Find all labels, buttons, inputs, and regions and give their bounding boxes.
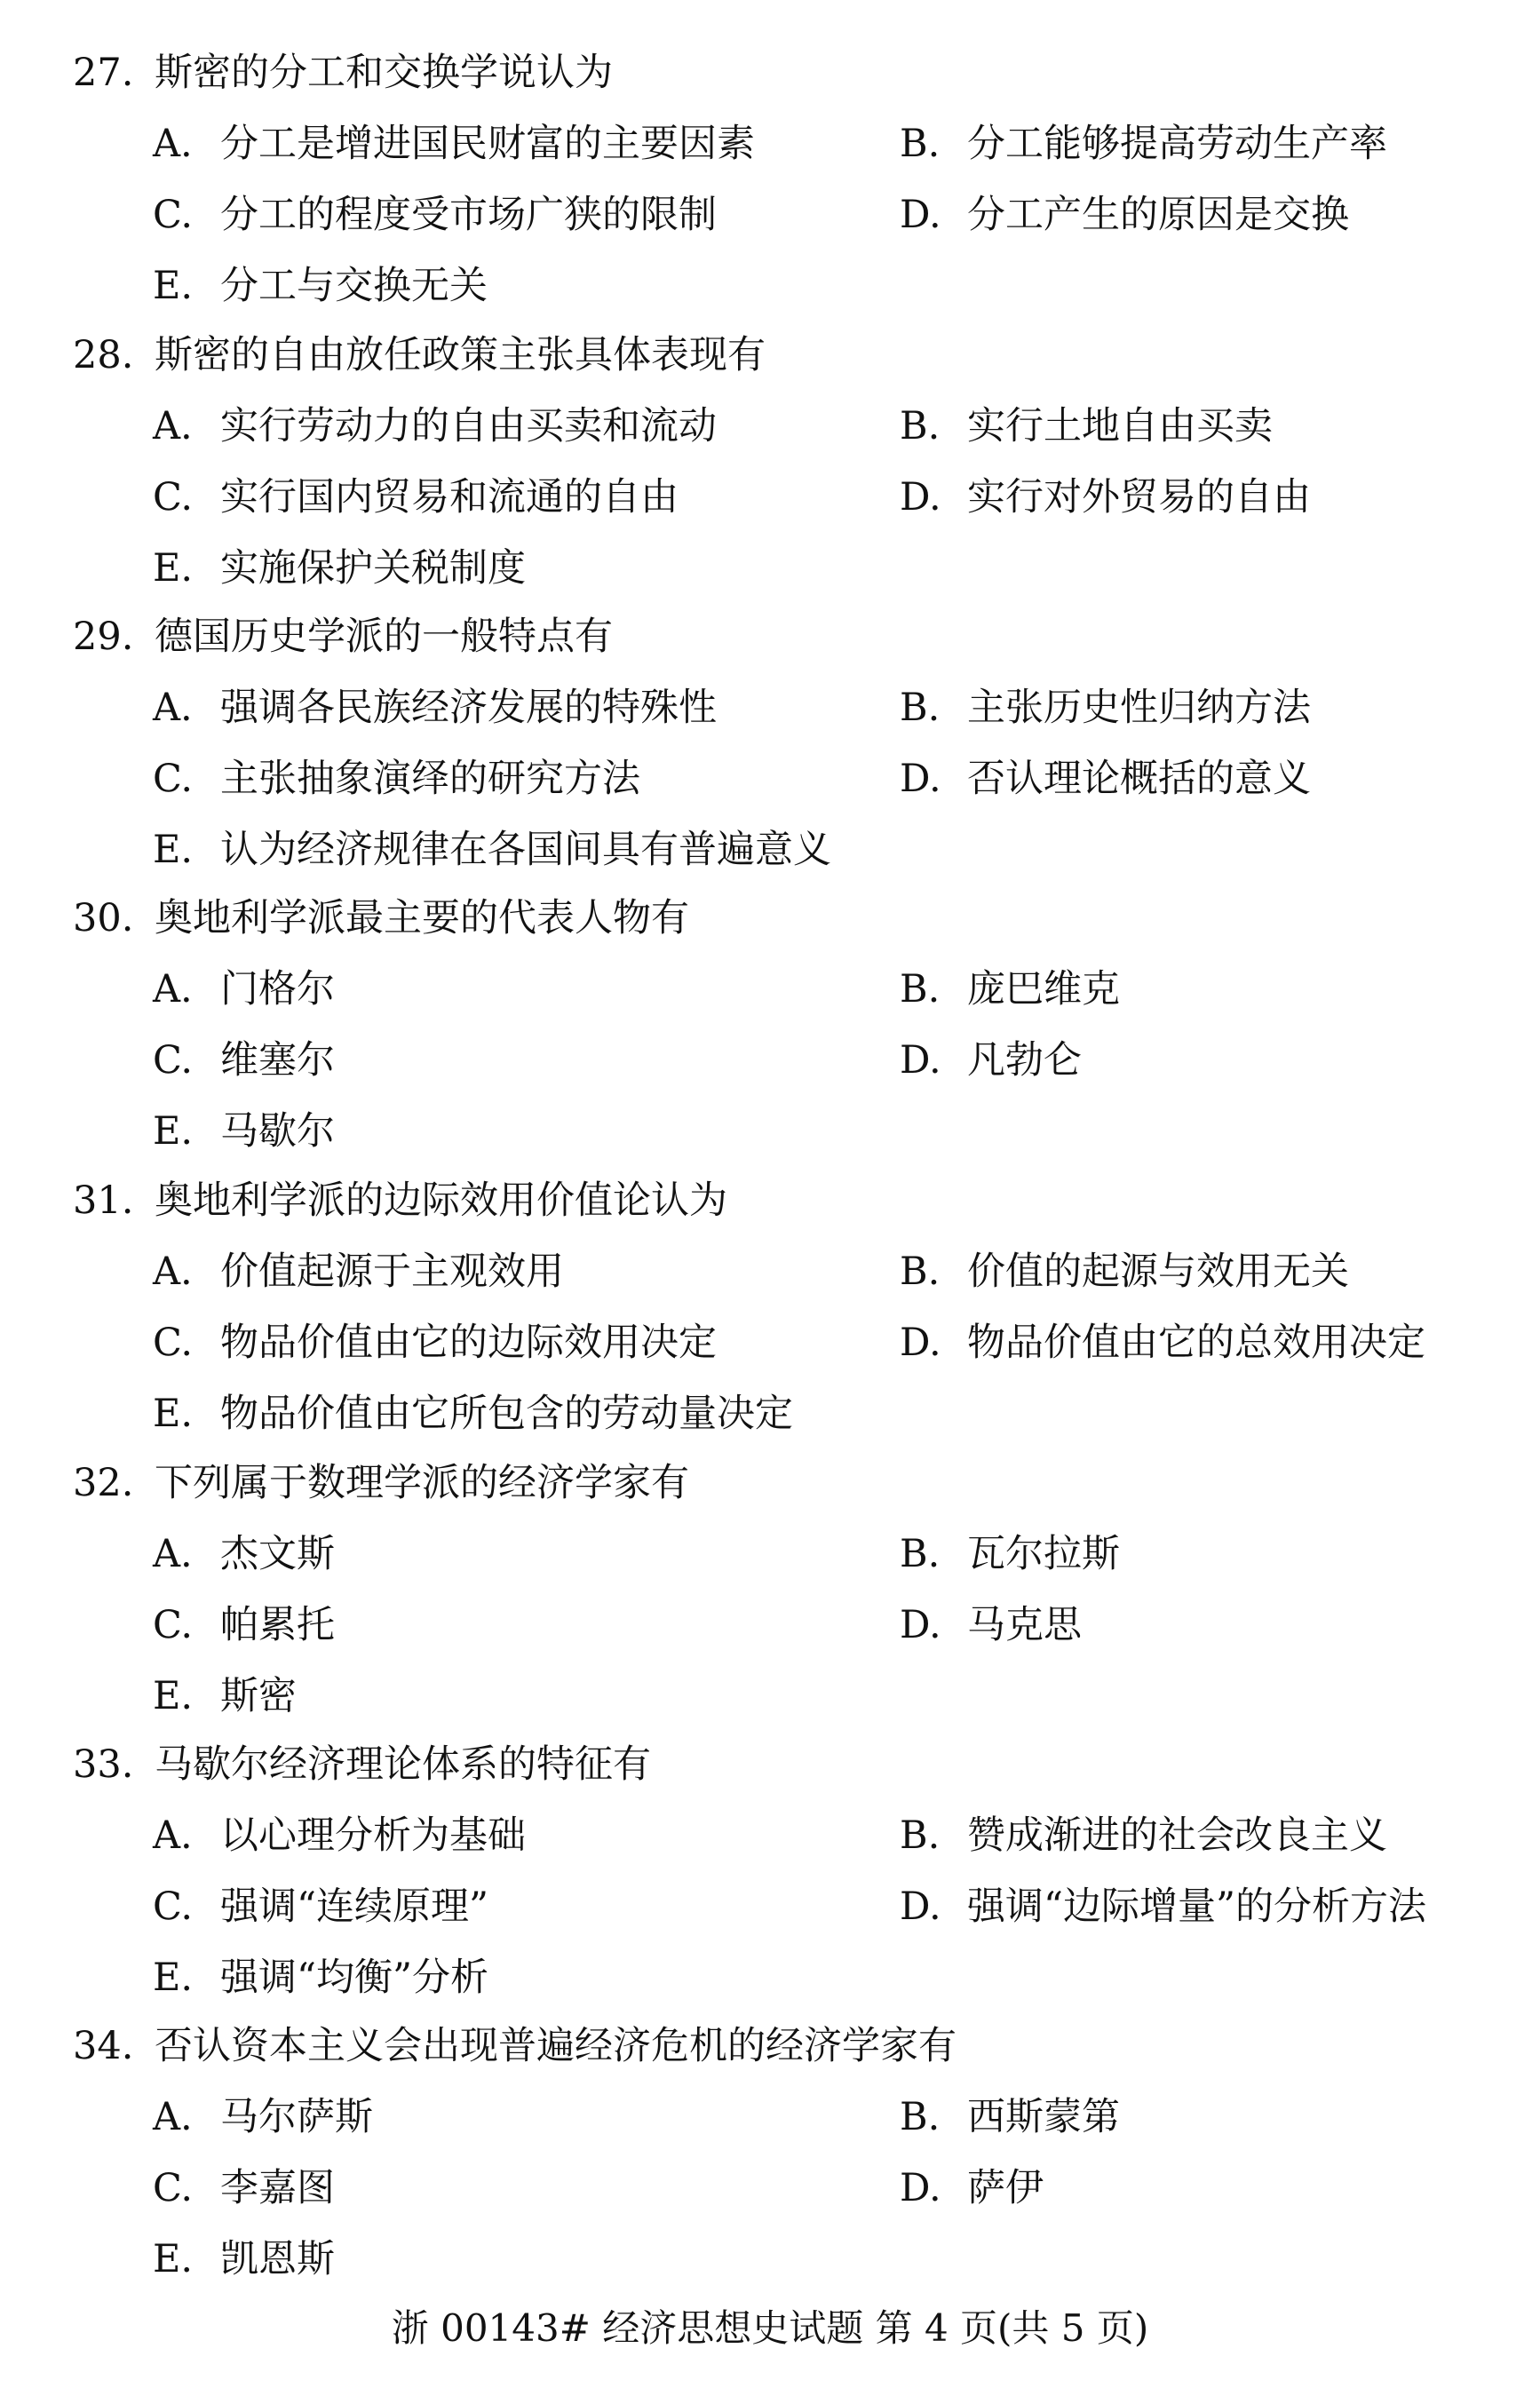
option-c — [153, 188, 717, 242]
option-b — [900, 2091, 1120, 2144]
option-letter: A. — [153, 404, 193, 448]
question-stem — [73, 610, 613, 663]
option-c — [153, 1316, 717, 1369]
option-d — [900, 1880, 1426, 1933]
option-letter: D. — [900, 1038, 941, 1083]
option-text: 价值的起源与效用无关 — [967, 1250, 1349, 1294]
option-letter: A. — [153, 1813, 193, 1858]
option-b — [900, 117, 1387, 171]
question-stem — [73, 46, 613, 99]
option-letter: A. — [153, 1250, 193, 1294]
option-letter: A. — [153, 967, 193, 1012]
option-letter: D. — [900, 193, 941, 237]
option-d — [900, 188, 1349, 242]
option-text: 实行劳动力的自由买卖和流动 — [220, 404, 717, 448]
option-text: 帕累托 — [220, 1603, 335, 1647]
option-letter: A. — [153, 2095, 193, 2139]
option-e — [153, 1105, 335, 1158]
option-text: 庞巴维克 — [967, 967, 1120, 1012]
option-text: 分工与交换无关 — [220, 264, 488, 308]
option-e — [153, 823, 831, 877]
option-letter: E. — [153, 1109, 194, 1154]
option-b — [900, 1245, 1349, 1298]
option-text: 实行土地自由买卖 — [967, 404, 1273, 448]
option-letter: C. — [153, 1321, 194, 1365]
option-text: 物品价值由它的边际效用决定 — [220, 1321, 717, 1365]
option-text: 实行国内贸易和流通的自由 — [220, 475, 679, 520]
question-number: 28. — [73, 333, 134, 377]
question-stem — [73, 329, 766, 382]
option-letter: E. — [153, 2237, 194, 2281]
option-letter: C. — [153, 2166, 194, 2210]
question-text: 奥地利学派最主要的代表人物有 — [155, 896, 689, 940]
option-b — [900, 400, 1273, 453]
question-text: 下列属于数理学派的经济学家有 — [155, 1461, 689, 1505]
option-letter: B. — [900, 2095, 941, 2139]
option-a — [153, 117, 755, 171]
question-text: 否认资本主义会出现普遍经济危机的经济学家有 — [155, 2024, 957, 2068]
option-text: 杰文斯 — [220, 1532, 335, 1576]
option-letter: C. — [153, 1038, 194, 1083]
option-text: 分工产生的原因是交换 — [967, 193, 1349, 237]
option-text: 凯恩斯 — [220, 2237, 335, 2281]
option-letter: B. — [900, 967, 941, 1012]
option-text: 分工能够提高劳动生产率 — [967, 122, 1387, 166]
option-d — [900, 1316, 1425, 1369]
option-letter: E. — [153, 1674, 194, 1718]
option-letter: C. — [153, 1884, 194, 1929]
option-text: 维塞尔 — [220, 1038, 335, 1083]
option-text: 实行对外贸易的自由 — [967, 475, 1311, 520]
option-text: 以心理分析为基础 — [220, 1813, 526, 1858]
option-a — [153, 681, 717, 734]
option-a — [153, 2091, 373, 2144]
option-letter: B. — [900, 1813, 941, 1858]
option-a — [153, 400, 717, 453]
question-stem — [73, 1456, 689, 1510]
option-letter: E. — [153, 546, 194, 591]
option-e — [153, 1670, 297, 1723]
option-b — [900, 963, 1120, 1016]
option-letter: A. — [153, 686, 193, 730]
option-text: 萨伊 — [967, 2166, 1044, 2210]
option-c — [153, 1034, 335, 1087]
option-d — [900, 471, 1311, 524]
option-text: 瓦尔拉斯 — [967, 1532, 1120, 1576]
question-number: 32. — [73, 1461, 134, 1505]
question-number: 34. — [73, 2024, 134, 2068]
option-text: 分工是增进国民财富的主要因素 — [220, 122, 755, 166]
option-text: 西斯蒙第 — [967, 2095, 1120, 2139]
option-b — [900, 1527, 1120, 1581]
option-letter: B. — [900, 122, 941, 166]
option-text: 强调“均衡”分析 — [220, 1956, 488, 2000]
option-d — [900, 752, 1311, 805]
option-letter: C. — [153, 193, 194, 237]
question-stem — [73, 1174, 727, 1227]
page-footer: 浙 00143# 经济思想史试题 第 4 页(共 5 页) — [391, 2306, 1149, 2350]
question-number: 30. — [73, 896, 134, 940]
option-text: 马克思 — [967, 1603, 1082, 1647]
option-text: 物品价值由它的总效用决定 — [967, 1321, 1425, 1365]
option-d — [900, 1599, 1082, 1652]
option-letter: D. — [900, 1603, 941, 1647]
option-text: 马歇尔 — [220, 1109, 335, 1154]
option-letter: A. — [153, 1532, 193, 1576]
option-e — [153, 259, 488, 313]
option-text: 主张抽象演绎的研究方法 — [220, 757, 640, 801]
option-text: 斯密 — [220, 1674, 297, 1718]
option-text: 认为经济规律在各国间具有普遍意义 — [220, 828, 831, 872]
option-letter: B. — [900, 1532, 941, 1576]
option-b — [900, 681, 1311, 734]
option-e — [153, 1387, 793, 1440]
option-text: 门格尔 — [220, 967, 335, 1012]
option-letter: A. — [153, 122, 193, 166]
question-text: 马歇尔经济理论体系的特征有 — [155, 1742, 651, 1787]
option-text: 物品价值由它所包含的劳动量决定 — [220, 1392, 793, 1436]
option-a — [153, 1245, 564, 1298]
question-text: 奥地利学派的边际效用价值论认为 — [155, 1178, 727, 1223]
option-text: 强调各民族经济发展的特殊性 — [220, 686, 717, 730]
option-c — [153, 752, 640, 805]
option-e — [153, 542, 526, 595]
option-text: 否认理论概括的意义 — [967, 757, 1311, 801]
option-letter: D. — [900, 757, 941, 801]
option-c — [153, 1599, 335, 1652]
option-text: 强调“连续原理” — [220, 1884, 488, 1929]
question-stem — [73, 2019, 957, 2073]
question-number: 31. — [73, 1178, 134, 1223]
question-text: 斯密的分工和交换学说认为 — [155, 51, 613, 95]
option-letter: C. — [153, 757, 194, 801]
option-letter: D. — [900, 1321, 941, 1365]
question-stem — [73, 1738, 651, 1791]
option-text: 分工的程度受市场广狭的限制 — [220, 193, 717, 237]
option-letter: D. — [900, 2166, 941, 2210]
option-letter: B. — [900, 1250, 941, 1294]
option-c — [153, 471, 679, 524]
option-letter: E. — [153, 1956, 194, 2000]
option-a — [153, 963, 335, 1016]
option-e — [153, 2233, 335, 2286]
option-letter: E. — [153, 1392, 194, 1436]
option-letter: E. — [153, 828, 194, 872]
question-number: 27. — [73, 51, 134, 95]
option-letter: D. — [900, 475, 941, 520]
option-letter: B. — [900, 404, 941, 448]
question-number: 29. — [73, 615, 134, 659]
option-letter: E. — [153, 264, 194, 308]
option-text: 马尔萨斯 — [220, 2095, 373, 2139]
option-text: 强调“边际增量”的分析方法 — [967, 1884, 1426, 1929]
option-c — [153, 1880, 488, 1933]
option-a — [153, 1527, 335, 1581]
question-stem — [73, 892, 689, 945]
option-b — [900, 1809, 1387, 1862]
option-text: 凡勃仑 — [967, 1038, 1082, 1083]
option-text: 主张历史性归纳方法 — [967, 686, 1311, 730]
question-text: 斯密的自由放任政策主张具体表现有 — [155, 333, 766, 377]
option-a — [153, 1809, 526, 1862]
option-d — [900, 2162, 1044, 2215]
option-letter: C. — [153, 1603, 194, 1647]
option-text: 赞成渐进的社会改良主义 — [967, 1813, 1387, 1858]
option-letter: B. — [900, 686, 941, 730]
option-text: 李嘉图 — [220, 2166, 335, 2210]
option-text: 价值起源于主观效用 — [220, 1250, 564, 1294]
question-number: 33. — [73, 1742, 134, 1787]
option-c — [153, 2162, 335, 2215]
option-text: 实施保护关税制度 — [220, 546, 526, 591]
option-letter: C. — [153, 475, 194, 520]
option-e — [153, 1951, 488, 2004]
option-letter: D. — [900, 1884, 941, 1929]
option-d — [900, 1034, 1082, 1087]
question-text: 德国历史学派的一般特点有 — [155, 615, 613, 659]
